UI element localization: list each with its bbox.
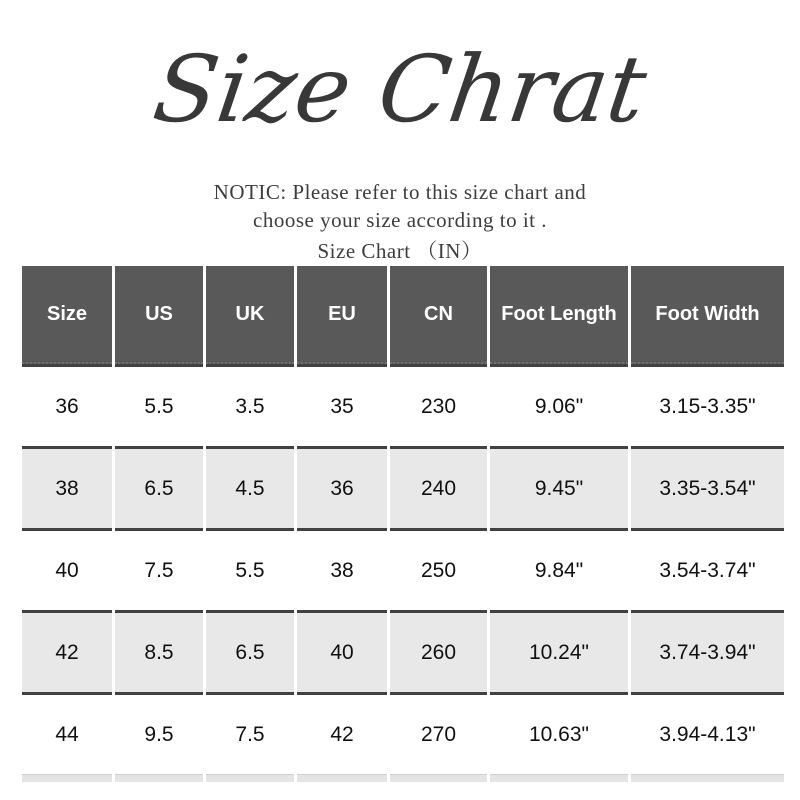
table-cell: 9.5 xyxy=(115,692,203,774)
table-cell: 270 xyxy=(390,692,487,774)
table-cell: 10.24" xyxy=(490,610,628,692)
table-cell: 40 xyxy=(297,610,387,692)
table-cell: 3.74-3.94" xyxy=(631,610,784,692)
table-cell: 6.5 xyxy=(206,610,294,692)
table-cell: 36 xyxy=(22,364,112,446)
table-cell: 260 xyxy=(390,610,487,692)
table-cell: 7.5 xyxy=(115,528,203,610)
notice-line-2: choose your size according to it . xyxy=(253,208,547,232)
table-cell: 9.45" xyxy=(490,446,628,528)
table-cell: 3.15-3.35" xyxy=(631,364,784,446)
table-cell: 3.94-4.13" xyxy=(631,692,784,774)
table-cell-partial xyxy=(22,774,112,782)
table-cell: 44 xyxy=(22,692,112,774)
table-cell: 38 xyxy=(297,528,387,610)
header-cell: Size xyxy=(22,266,112,364)
table-cell: 9.06" xyxy=(490,364,628,446)
table-cell: 42 xyxy=(22,610,112,692)
header-cell: CN xyxy=(390,266,487,364)
table-caption: Size Chart （IN） xyxy=(317,239,483,263)
table-cell: 42 xyxy=(297,692,387,774)
table-cell: 40 xyxy=(22,528,112,610)
header-cell: Foot Length xyxy=(490,266,628,364)
table-cell-partial xyxy=(206,774,294,782)
table-cell: 5.5 xyxy=(206,528,294,610)
header-cell: Foot Width xyxy=(631,266,784,364)
table-cell: 6.5 xyxy=(115,446,203,528)
table-cell-partial xyxy=(390,774,487,782)
table-cell: 8.5 xyxy=(115,610,203,692)
table-cell: 240 xyxy=(390,446,487,528)
table-cell-partial xyxy=(297,774,387,782)
table-cell: 3.5 xyxy=(206,364,294,446)
table-cell-partial xyxy=(115,774,203,782)
table-cell: 7.5 xyxy=(206,692,294,774)
page-title: Size Chrat xyxy=(147,36,653,143)
table-cell: 36 xyxy=(297,446,387,528)
table-cell-partial xyxy=(490,774,628,782)
table-cell: 4.5 xyxy=(206,446,294,528)
table-cell: 3.54-3.74" xyxy=(631,528,784,610)
table-cell-partial xyxy=(631,774,784,782)
table-cell: 35 xyxy=(297,364,387,446)
header-cell: UK xyxy=(206,266,294,364)
table-cell: 230 xyxy=(390,364,487,446)
header-cell: US xyxy=(115,266,203,364)
notice-line-1: NOTIC: Please refer to this size chart and xyxy=(213,180,587,204)
table-cell: 38 xyxy=(22,446,112,528)
table-cell: 10.63" xyxy=(490,692,628,774)
table-cell: 5.5 xyxy=(115,364,203,446)
table-cell: 3.35-3.54" xyxy=(631,446,784,528)
notice-text xyxy=(0,178,800,234)
header-cell: EU xyxy=(297,266,387,364)
table-cell: 250 xyxy=(390,528,487,610)
table-cell: 9.84" xyxy=(490,528,628,610)
size-chart-table xyxy=(22,266,784,782)
